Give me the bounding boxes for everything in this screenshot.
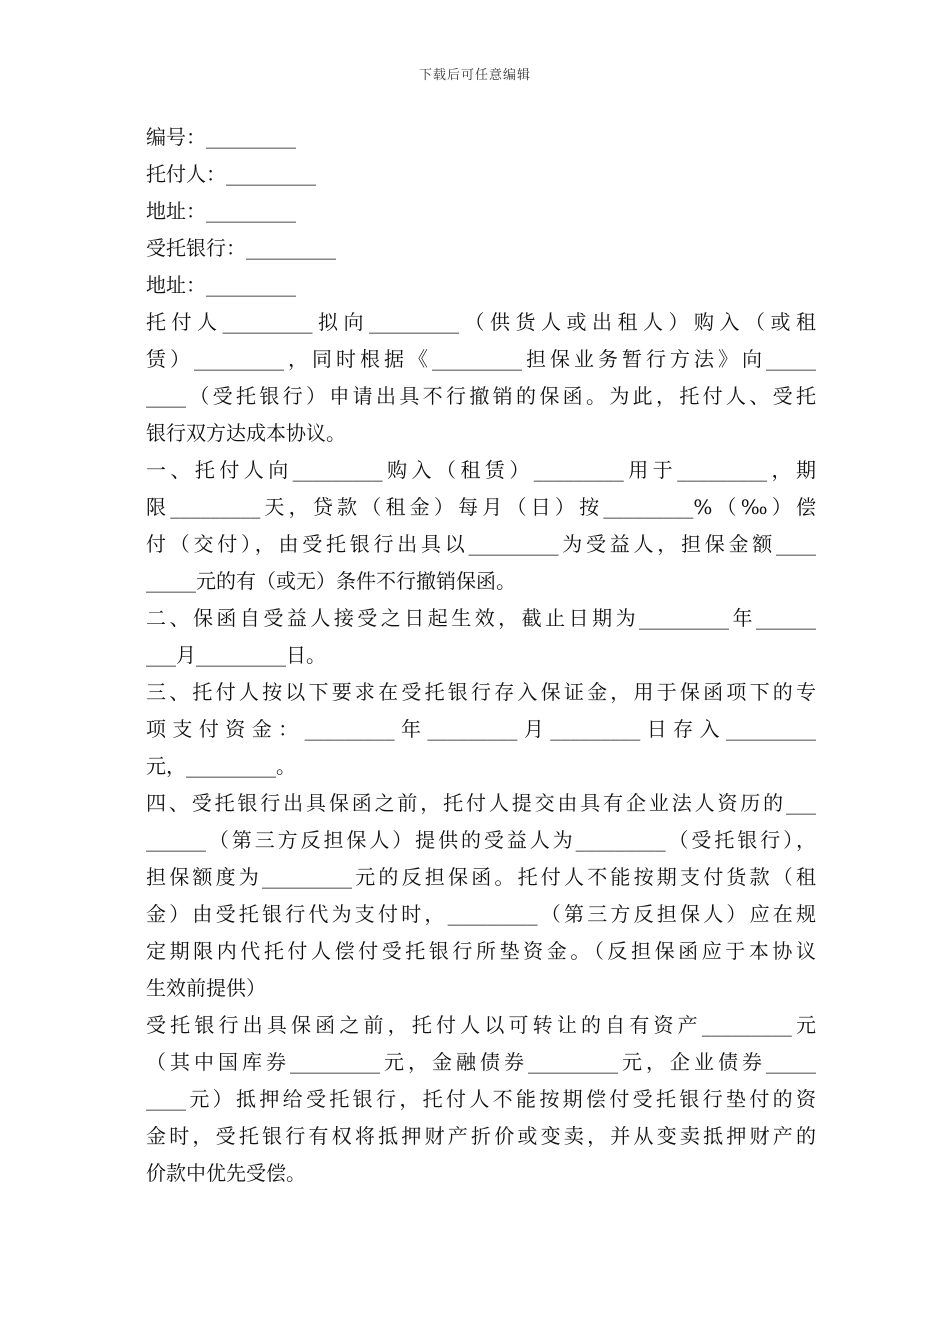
- clause-1-line: 限_________天，贷款（租金）每月（日）按_________%（‰）偿: [146, 495, 816, 519]
- paragraph-line: 托付人_________拟向_________（供货人或出租人）购入（或租: [146, 310, 816, 334]
- clause-2-line: 二、保函自受益人接受之日起生效，截止日期为_________年______: [146, 606, 816, 630]
- clause-4-line: 生效前提供）: [146, 976, 266, 1000]
- paragraph-line: 赁）_________，同时根据《_________担保业务暂行方法》向_____: [146, 347, 816, 371]
- field-client-line: 托付人：_________: [146, 162, 316, 186]
- mortgage-paragraph-line: 价款中优先受偿。: [146, 1161, 306, 1185]
- clause-1-line: _____元的有（或无）条件不行撤销保函。: [146, 569, 516, 593]
- page-header: 下载后可任意编辑: [418, 68, 531, 83]
- clause-1-line: 付（交付），由受托银行出具以_________为受益人，担保金额____: [146, 532, 816, 556]
- field-bank-line: 受托银行：_________: [146, 236, 336, 260]
- clause-4-line: 四、受托银行出具保函之前，托付人提交由具有企业法人资历的___: [146, 791, 816, 815]
- field-number-line: 编号：_________: [146, 125, 296, 149]
- clause-3-line: 项支付资金：_________年_________月_________日存入_________: [146, 717, 816, 741]
- field-client-address-line: 地址：_________: [146, 199, 296, 223]
- clause-4-line: 金）由受托银行代为支付时，_________（第三方反担保人）应在规: [146, 902, 816, 926]
- paragraph-line: 银行双方达成本协议。: [146, 421, 346, 445]
- clause-3-line: 元，_________。: [146, 754, 296, 778]
- document-body: [146, 119, 816, 1192]
- clause-4-line: 定期限内代托付人偿付受托银行所垫资金。（反担保函应于本协议: [146, 939, 816, 963]
- clause-4-line: ______（第三方反担保人）提供的受益人为_________（受托银行），: [146, 828, 816, 852]
- field-bank-address-line: 地址：_________: [146, 273, 296, 297]
- clause-1-line: 一、托付人向_________购入（租赁）_________用于_________，期: [146, 458, 816, 482]
- paragraph-line: ____（受托银行）申请出具不行撤销的保函。为此，托付人、受托: [146, 384, 816, 408]
- mortgage-paragraph-line: ____元）抵押给受托银行，托付人不能按期偿付受托银行垫付的资: [146, 1087, 816, 1111]
- clause-2-line: ___月_________日。: [146, 643, 326, 667]
- mortgage-paragraph-line: （其中国库券_________元，金融债券_________元，企业债券_____: [146, 1050, 816, 1074]
- mortgage-paragraph-line: 金时，受托银行有权将抵押财产折价或变卖，并从变卖抵押财产的: [146, 1124, 816, 1148]
- clause-3-line: 三、托付人按以下要求在受托银行存入保证金，用于保函项下的专: [146, 680, 816, 704]
- clause-4-line: 担保额度为_________元的反担保函。托付人不能按期支付货款（租: [146, 865, 816, 889]
- mortgage-paragraph-line: 受托银行出具保函之前，托付人以可转让的自有资产_________元: [146, 1013, 816, 1037]
